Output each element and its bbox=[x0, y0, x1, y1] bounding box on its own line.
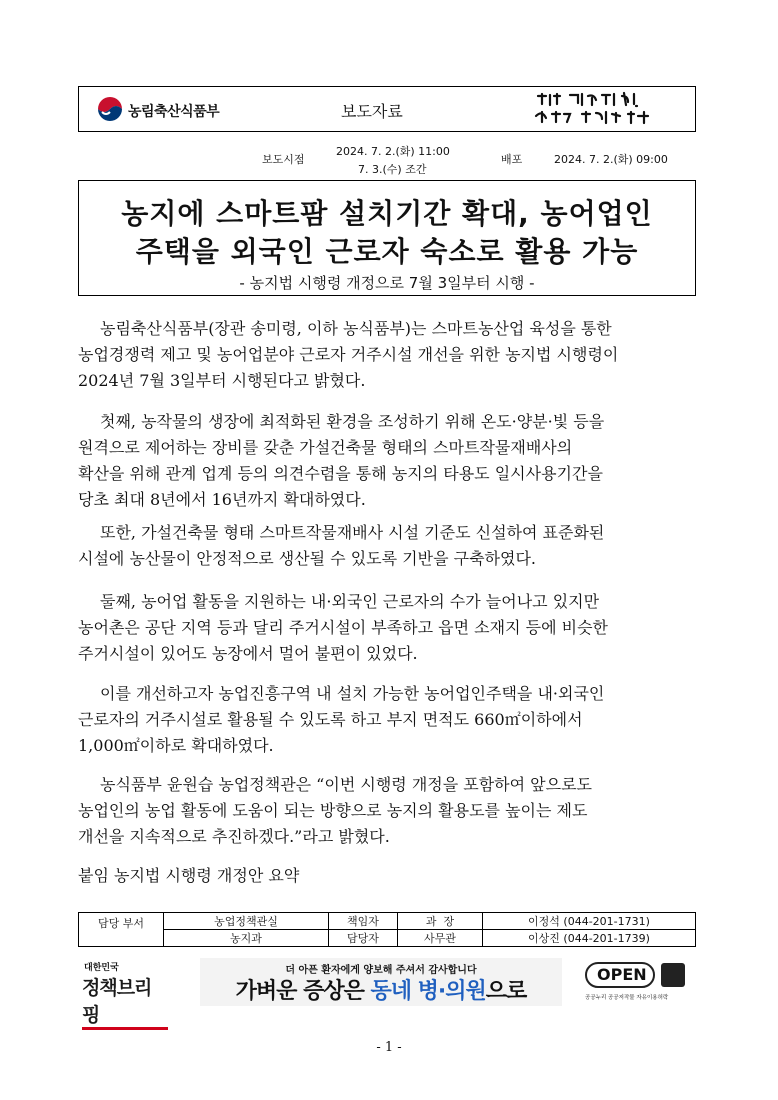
banner-headline-part: 으로 bbox=[485, 979, 527, 1004]
paragraph-line: 근로자의 거주시설로 활용될 수 있도록 하고 부지 면적도 660㎡이하에서 bbox=[78, 710, 583, 729]
paragraph-line: 농업경쟁력 제고 및 농어업분야 근로자 거주시설 개선을 위한 농지법 시행령이 bbox=[78, 345, 619, 364]
paragraph-1 bbox=[78, 316, 700, 394]
paragraph-line: 확산을 위해 관계 업계 등의 의견수렴을 통해 농지의 타용도 일시사용기간을 bbox=[78, 464, 603, 483]
dept-name: 농업정책관실 bbox=[164, 913, 329, 930]
distribute-label: 배포 bbox=[501, 153, 523, 166]
page-number: - 1 - bbox=[376, 1040, 402, 1055]
paragraph-4 bbox=[78, 589, 700, 667]
contact-table bbox=[78, 912, 696, 947]
paragraph-line: 개선을 지속적으로 추진하겠다.”라고 밝혔다. bbox=[78, 827, 390, 846]
paragraph-line: 주거시설이 있어도 농장에서 멀어 불편이 있었다. bbox=[78, 644, 418, 663]
dept-label: 담당 부서 bbox=[79, 913, 164, 947]
banner-headline-highlight: 동네 병·의원 bbox=[370, 979, 486, 1004]
open-label: OPEN bbox=[597, 965, 647, 984]
paragraph-line: 당초 최대 8년에서 16년까지 확대하였다. bbox=[78, 490, 366, 509]
attribution-icon bbox=[661, 963, 685, 987]
policy-logo-small: 대한민국 bbox=[84, 963, 119, 973]
slogan-handwriting bbox=[530, 90, 680, 128]
paragraph-line: 시설에 농산물이 안정적으로 생산될 수 있도록 기반을 구축하였다. bbox=[78, 549, 537, 568]
contact-person: 이정석 (044-201-1731) bbox=[483, 913, 696, 930]
subheadline: - 농지법 시행령 개정으로 7월 3일부터 시행 - bbox=[239, 274, 535, 292]
paragraph-line: 둘째, 농어업 활동을 지원하는 내·외국인 근로자의 수가 늘어나고 있지만 bbox=[100, 592, 600, 611]
paragraph-2 bbox=[78, 409, 700, 513]
role: 책임자 bbox=[329, 913, 398, 930]
paragraph-line: 농업인의 농업 활동에 도움이 되는 방향으로 농지의 활용도를 높이는 제도 bbox=[78, 801, 588, 820]
paragraph-line: 원격으로 제어하는 장비를 갖춘 가설건축물 형태의 스마트작물재배사의 bbox=[78, 438, 573, 457]
paragraph-6 bbox=[78, 772, 700, 850]
paragraph-line: 1,000㎡이하로 확대하였다. bbox=[78, 736, 274, 755]
paragraph-line: 농식품부 윤원습 농업정책관은 “이번 시행령 개정을 포함하여 앞으로도 bbox=[100, 775, 593, 794]
paragraph-line: 2024년 7월 3일부터 시행된다고 밝혔다. bbox=[78, 371, 366, 390]
press-release-label: 보도자료 bbox=[341, 102, 403, 121]
paragraph-line: 또한, 가설건축물 형태 스마트작물재배사 시설 기준도 신설하여 표준화된 bbox=[100, 523, 605, 542]
paragraph-line: 첫째, 농작물의 생장에 최적화된 환경을 조성하기 위해 온도·양분·빛 등을 bbox=[100, 412, 605, 431]
headline-line-1: 농지에 스마트팜 설치기간 확대, 농어업인 bbox=[121, 197, 653, 230]
campaign-banner[interactable] bbox=[200, 958, 562, 1006]
release-time-value-2: 7. 3.(수) 조간 bbox=[358, 163, 427, 176]
paragraph-line: 농어촌은 공단 지역 등과 달리 주거시설이 부족하고 읍면 소재지 등에 비슷한 bbox=[78, 618, 608, 637]
attachment-note bbox=[78, 863, 700, 889]
banner-small-text: 더 아픈 환자에게 양보해 주셔서 감사합니다 bbox=[285, 965, 477, 976]
job-title: 과 장 bbox=[398, 913, 483, 930]
paragraph-5 bbox=[78, 681, 700, 759]
job-title: 사무관 bbox=[398, 930, 483, 947]
table-row bbox=[79, 913, 696, 930]
policy-logo-text: 정책브리핑 bbox=[82, 973, 168, 1030]
distribute-value: 2024. 7. 2.(화) 09:00 bbox=[554, 153, 668, 166]
contact-person: 이상진 (044-201-1739) bbox=[483, 930, 696, 947]
role: 담당자 bbox=[329, 930, 398, 947]
ministry-name: 농림축산식품부 bbox=[128, 104, 220, 120]
paragraph-3 bbox=[78, 520, 700, 572]
government-logo-icon bbox=[96, 95, 124, 123]
release-time-value-1: 2024. 7. 2.(화) 11:00 bbox=[336, 145, 450, 158]
table-row bbox=[79, 930, 696, 947]
dept-name: 농지과 bbox=[164, 930, 329, 947]
banner-headline bbox=[200, 974, 562, 1005]
paragraph-line: 이를 개선하고자 농업진흥구역 내 설치 가능한 농어업인주택을 내·외국인 bbox=[100, 684, 605, 703]
release-time-label: 보도시점 bbox=[262, 153, 305, 166]
open-sub-text: 공공누리 공공저작물 자유이용허락 bbox=[585, 995, 669, 1001]
attachment-text: 붙임 농지법 시행령 개정안 요약 bbox=[78, 866, 300, 885]
paragraph-line: 농림축산식품부(장관 송미령, 이하 농식품부)는 스마트농산업 육성을 통한 bbox=[100, 319, 612, 338]
policy-briefing-logo bbox=[82, 960, 168, 1026]
banner-headline-part: 가벼운 증상은 bbox=[235, 979, 371, 1004]
headline-line-2: 주택을 외국인 근로자 숙소로 활용 가능 bbox=[135, 235, 639, 268]
kogl-open-mark bbox=[585, 962, 693, 1004]
